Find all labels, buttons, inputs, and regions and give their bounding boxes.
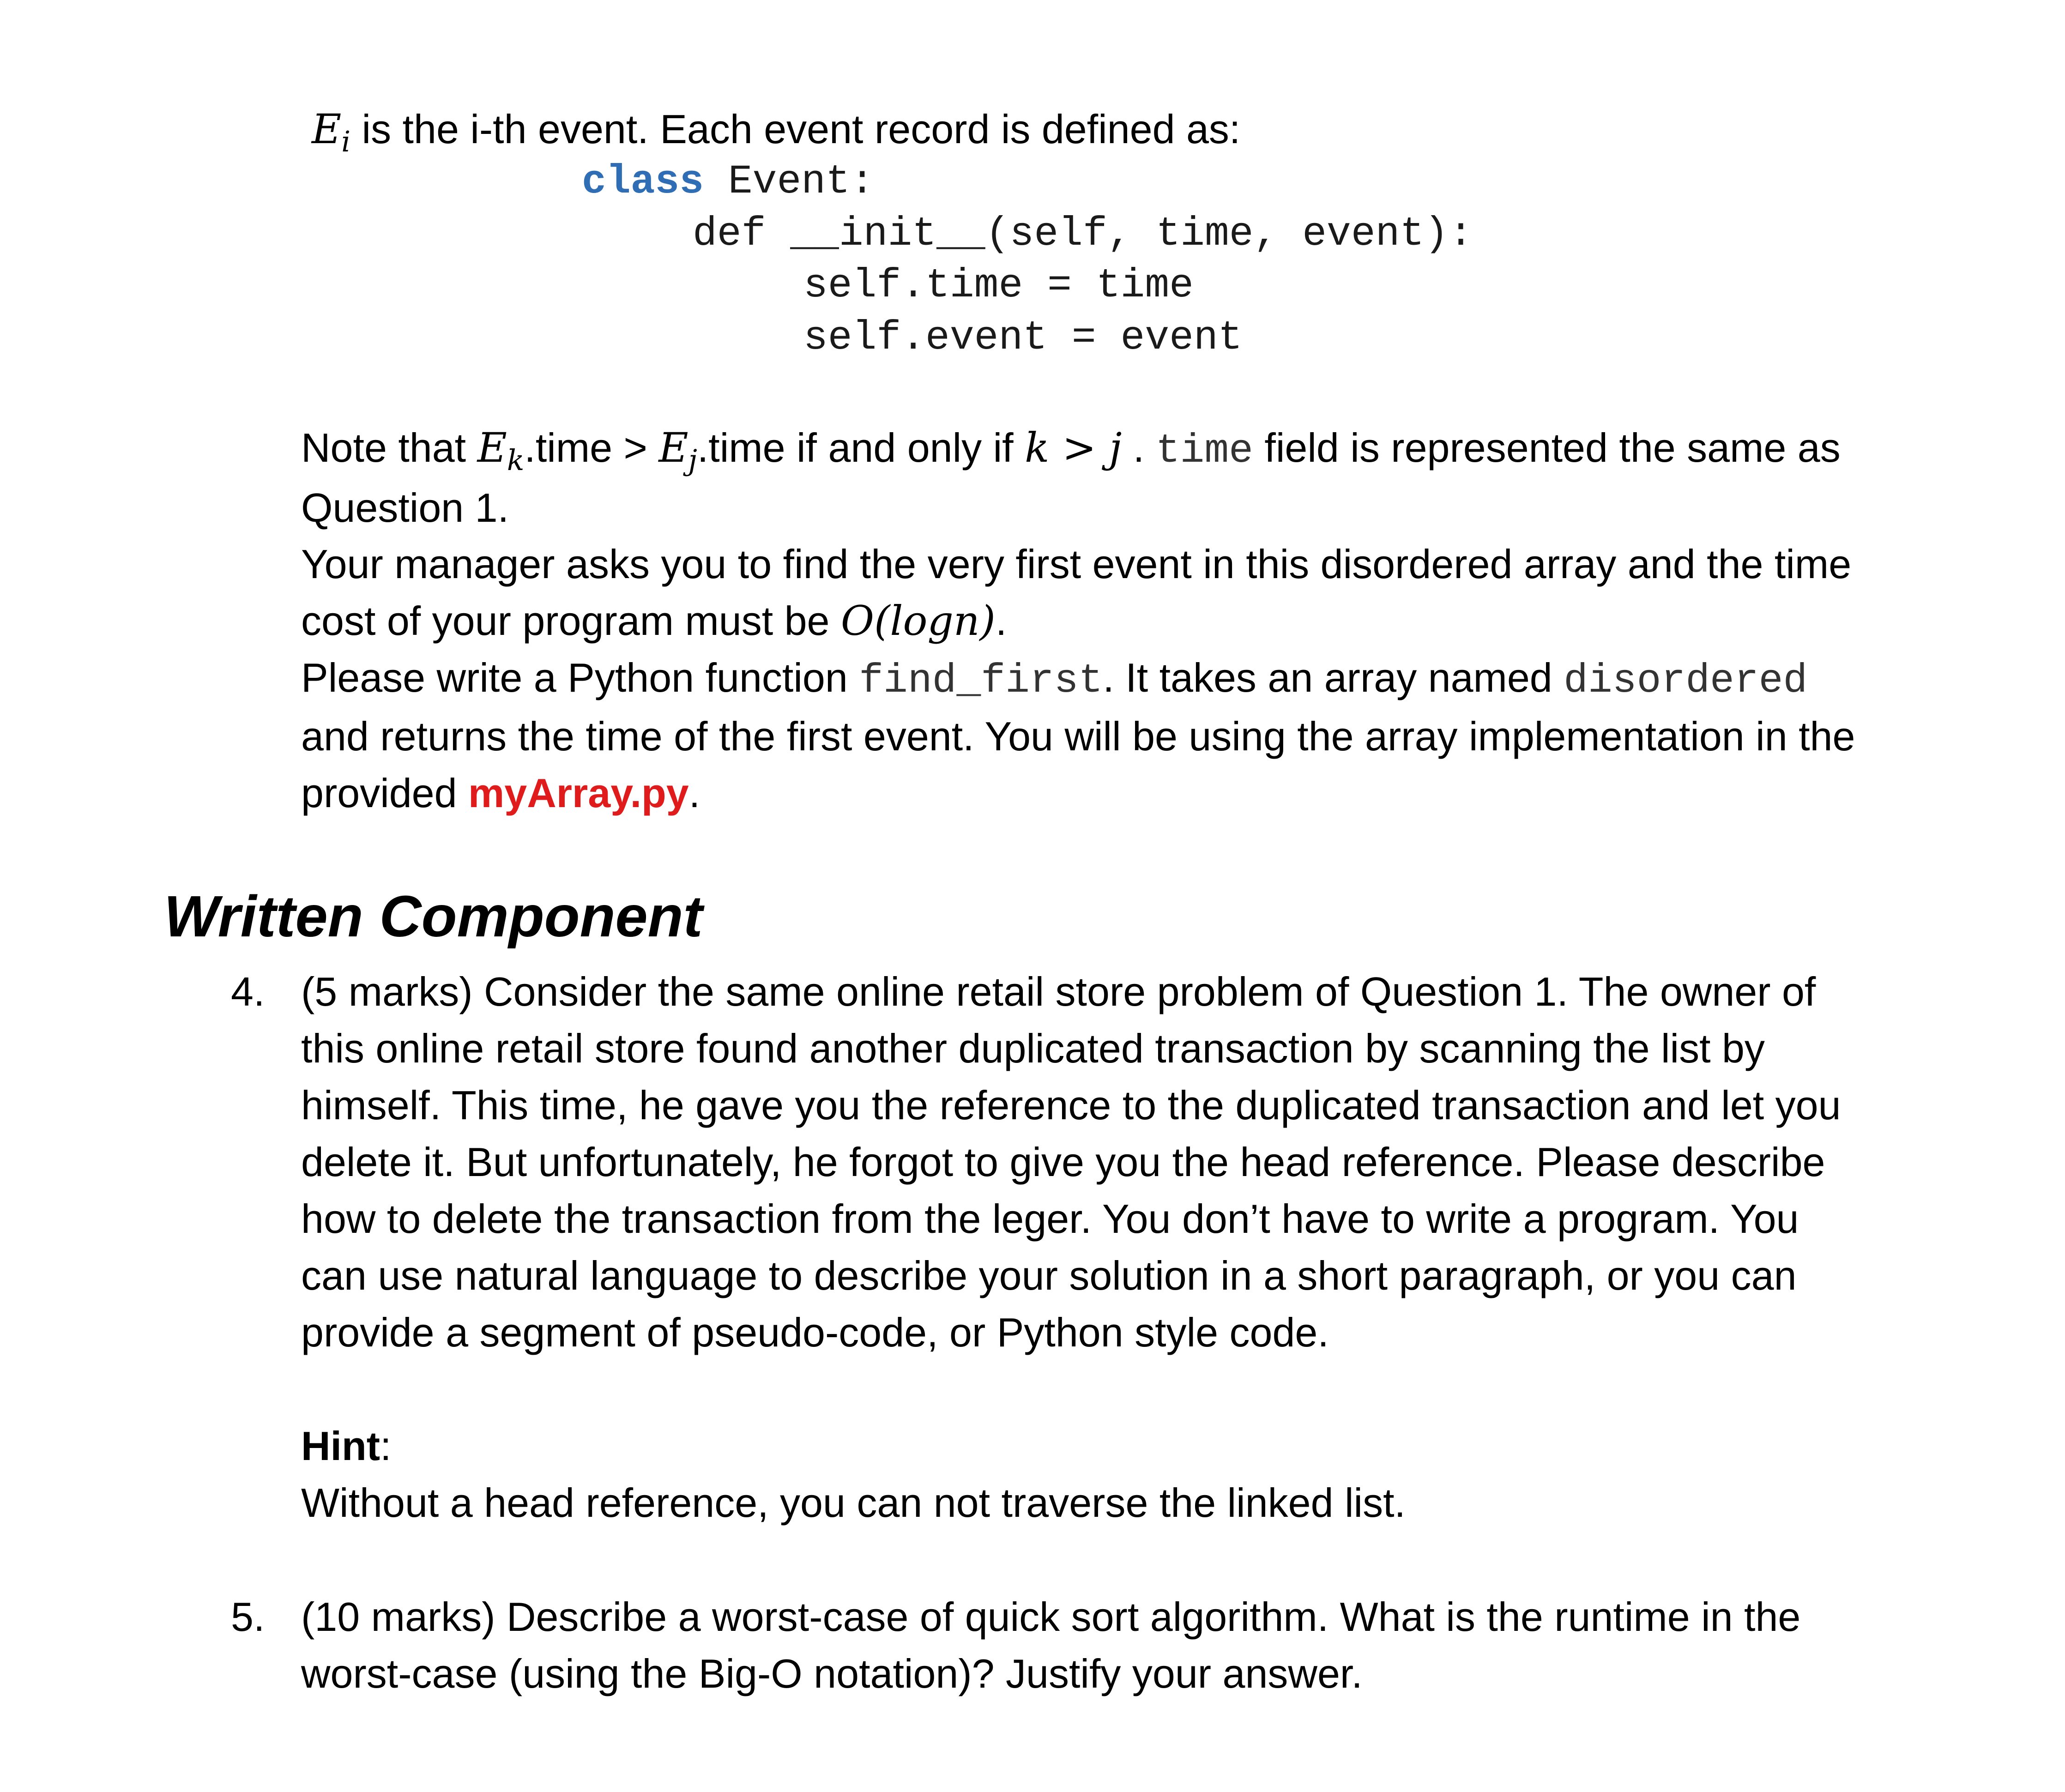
q4-line-4: delete it. But unfortunately, he forgot to give you the head reference. Please describe [301, 1139, 1825, 1185]
hint-label: Hint [301, 1423, 380, 1469]
q5-line-2: worst-case (using the Big-O notation)? Justify your answer. [301, 1651, 1363, 1696]
section-title: Written Component [164, 884, 703, 949]
code-keyword: class [582, 159, 704, 205]
note-mid-3: . [1122, 425, 1156, 471]
manager-suffix: . [995, 598, 1007, 644]
array-name: disordered [1564, 658, 1808, 704]
note-time-code: time [1155, 428, 1253, 474]
note-line-1 [301, 425, 1841, 475]
request-line-3 [301, 770, 700, 816]
code-line-2: def __init__(self, time, event): [693, 211, 1473, 257]
request-line-1 [301, 655, 1807, 705]
note-condition: k > j [1025, 424, 1122, 471]
code-line-1 [582, 159, 875, 205]
request-line-2: and returns the time of the first event. You will be using the array implementation in the [301, 713, 1855, 759]
event-var: $E_i$ [312, 105, 351, 158]
complexity: O(logn) [840, 597, 996, 645]
note-suffix: field is represented the same as [1253, 425, 1841, 471]
code-line-1-rest: Event: [704, 159, 875, 205]
q4-line-2: this online retail store found another duplicated transaction by scanning the list by [301, 1026, 1765, 1071]
manager-line-1: Your manager asks you to find the very first event in this disordered array and the time [301, 541, 1852, 587]
request-line3-suffix: . [688, 770, 700, 816]
filename: myArray.py [468, 770, 689, 816]
intro-line [312, 105, 1241, 158]
request-line3-prefix: provided [301, 770, 469, 816]
ej-expr: $E_j$ [658, 424, 697, 477]
q4-line-3: himself. This time, he gave you the reference to the duplicated transaction and let you [301, 1082, 1841, 1128]
hint-colon: : [380, 1423, 392, 1469]
ek-expr: $E_k$ [477, 424, 525, 477]
hint-label-line [301, 1423, 392, 1469]
q4-number: 4. [231, 969, 265, 1014]
function-name: find_first [859, 658, 1103, 704]
manager-line-2 [301, 598, 1007, 644]
q4-line-7: provide a segment of pseudo-code, or Python style code. [301, 1309, 1329, 1355]
hint-text: Without a head reference, you can not traverse the linked list. [301, 1480, 1406, 1526]
code-line-3: self.time = time [803, 263, 1194, 309]
note-line-2: Question 1. [301, 485, 509, 531]
q4-line-6: can use natural language to describe your solution in a short paragraph, or you can [301, 1253, 1797, 1298]
q5-line-1: (10 marks) Describe a worst-case of quick sort algorithm. What is the runtime in the [301, 1594, 1801, 1640]
q4-line-5: how to delete the transaction from the leger. You don’t have to write a program. You [301, 1196, 1799, 1242]
note-prefix: Note that [301, 425, 477, 471]
q4-line-1: (5 marks) Consider the same online retail store problem of Question 1. The owner of [301, 969, 1816, 1014]
note-mid-2: .time if and only if [697, 425, 1025, 471]
request-prefix: Please write a Python function [301, 655, 859, 700]
note-mid-1: .time > [524, 425, 659, 471]
intro-text: is the i-th event. Each event record is defined as: [362, 106, 1241, 152]
code-line-4: self.event = event [803, 315, 1243, 361]
manager-prefix: cost of your program must be [301, 598, 841, 644]
request-mid: . It takes an array named [1103, 655, 1564, 700]
q5-number: 5. [231, 1594, 265, 1640]
